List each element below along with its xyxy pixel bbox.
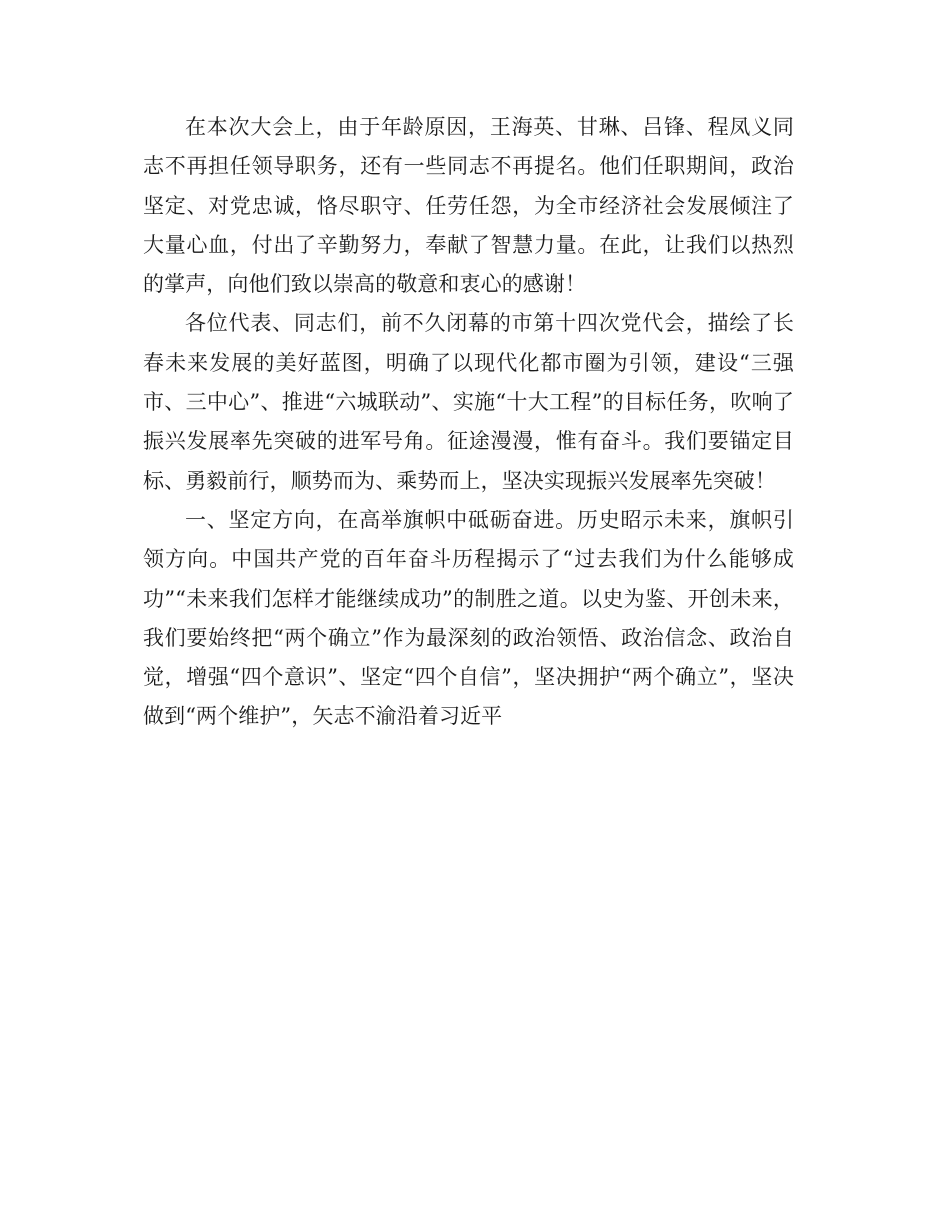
document-body (143, 108, 794, 737)
paragraph-section-one: 一、坚定方向，在高举旗帜中砥砺奋进。历史昭示未来，旗帜引领方向。中国共产党的百年奋斗历程揭示了“过去我们为什么能够成功”“未来我们怎样才能继续成功”的制胜之道。以史为鉴、开创未来，我们要始终把“两个确立”作为最深刻的政治领悟、政治信念、政治自觉，增强“四个意识”、坚定“四个自信”，坚决拥护“两个确立”，坚决做到“两个维护”，矢志不渝沿着习近平 (143, 507, 794, 729)
paragraph-blueprint: 各位代表、同志们，前不久闭幕的市第十四次党代会，描绘了长春未来发展的美好蓝图，明确了以现代化都市圈为引领，建设“三强市、三中心”、推进“六城联动”、实施“十大工程”的目标任务，吹响了振兴发展率先突破的进军号角。征途漫漫，惟有奋斗。我们要锚定目标、勇毅前行，顺势而为、乘势而上，坚决实现振兴发展率先突破！ (143, 311, 794, 493)
paragraph-farewell: 在本次大会上，由于年龄原因，王海英、甘琳、吕锋、程凤义同志不再担任领导职务，还有一些同志不再提名。他们任职期间，政治坚定、对党忠诚，恪尽职守、任劳任怨，为全市经济社会发展倾注了大量心血，付出了辛勤努力，奉献了智慧力量。在此，让我们以热烈的掌声，向他们致以崇高的敬意和衷心的感谢！ (143, 115, 794, 297)
